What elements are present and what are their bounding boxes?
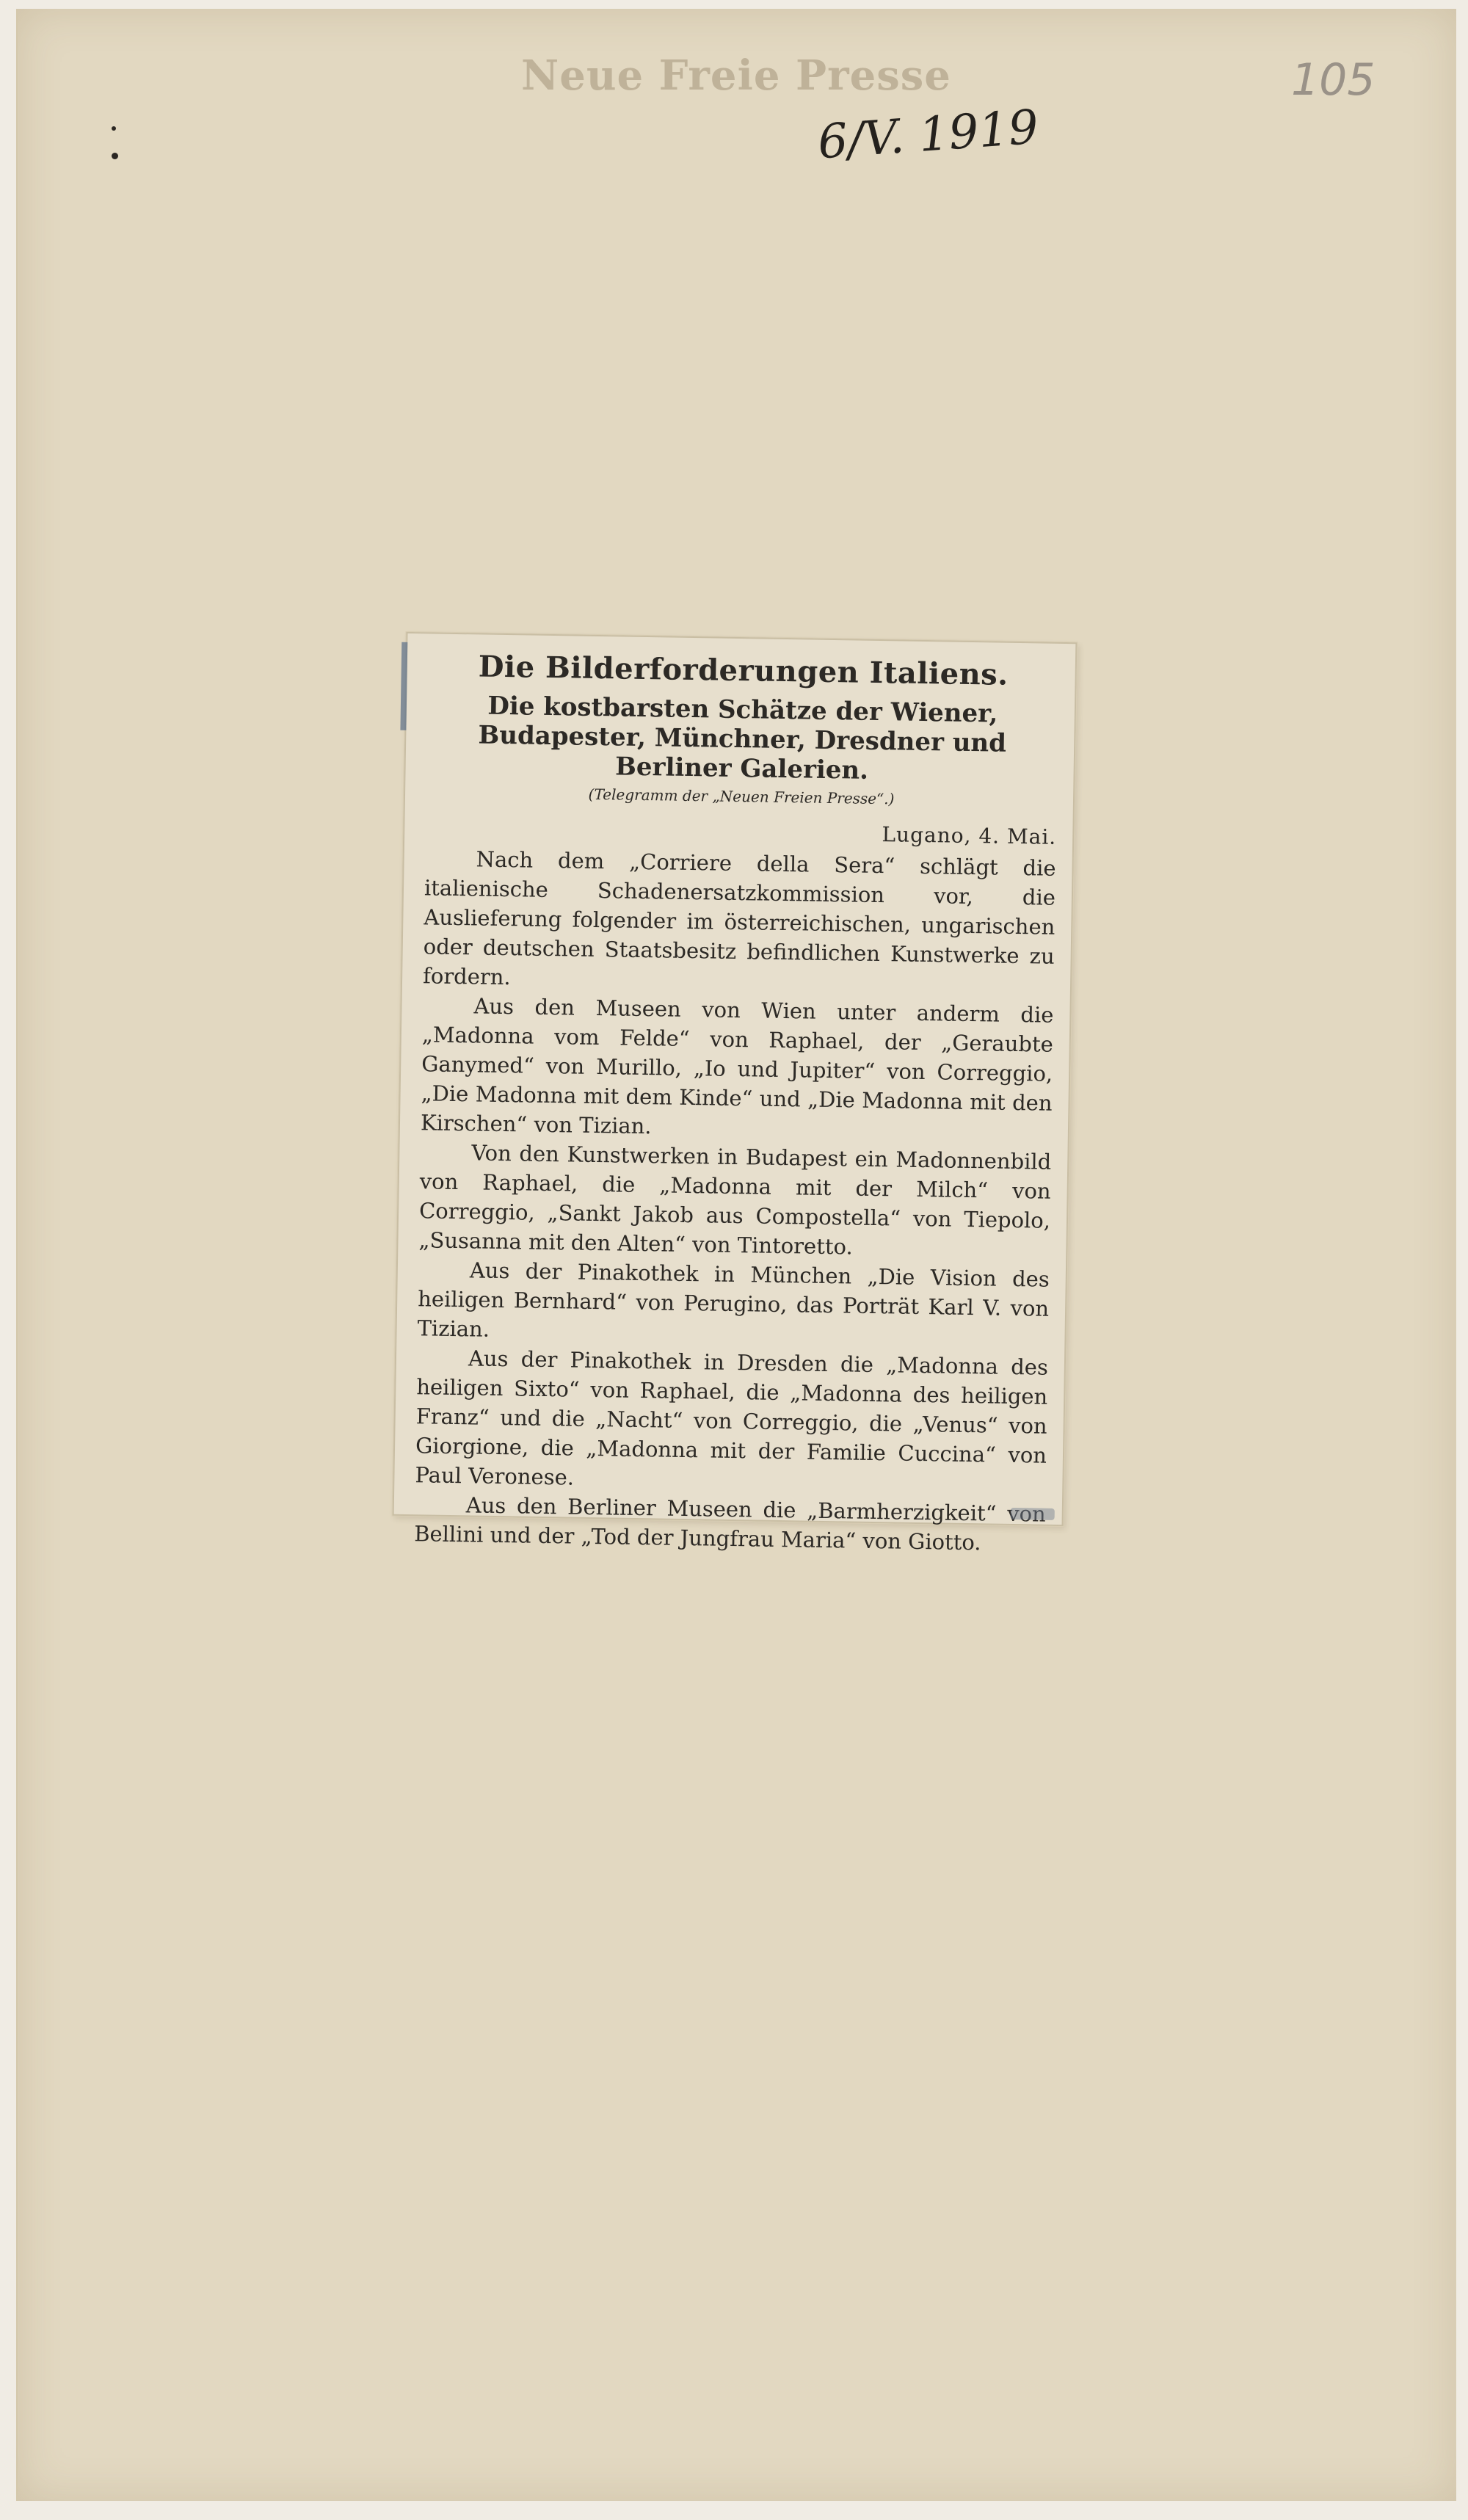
page-number: 105 bbox=[1291, 54, 1376, 106]
ink-smudge bbox=[1011, 1508, 1055, 1520]
article-dateline: Lugano, 4. Mai. bbox=[882, 822, 1057, 849]
ink-dot bbox=[112, 153, 118, 159]
ink-mark bbox=[400, 642, 407, 730]
article-paragraph: Aus den Museen von Wien unter anderm die „Madonna vom Felde“ von Raphael, der „Geraubte Ganymed“ von Murillo, „Io und Jupiter“ von Correggio, „Die Madonna mit dem Kinde“ und „Die Madonna mit den Kirschen“ von Tizian. bbox=[420, 993, 1054, 1139]
article-paragraph: Nach dem „Corriere della Sera“ schlägt die italienische Schadenersatzkommission vor, die Auslieferung folgender im österreichischen, ungarischen oder deutschen Staatsbesitz befindlichen Kunstwerke zu fordern. bbox=[422, 846, 1056, 990]
ink-dot bbox=[112, 126, 116, 131]
archive-sheet bbox=[16, 9, 1456, 2501]
newspaper-clipping bbox=[393, 632, 1078, 1555]
article-subtitle: Die kostbarsten Schätze der Wiener, Budapester, Münchner, Dresdner und Berliner Galerien. bbox=[478, 691, 1007, 785]
article-paragraph: Von den Kunstwerken in Budapest ein Madonnenbild von Raphael, die „Madonna mit der Milch“ von Correggio, „Sankt Jakob aus Compostella“ von Tiepolo, „Susanna mit den Alten“ von Tintoretto. bbox=[418, 1140, 1052, 1260]
article-paragraph: Aus der Pinakothek in Dresden die „Madonna des heiligen Sixto“ von Raphael, die „Madonna des heiligen Franz“ und die „Nacht“ von Correggio, die „Venus“ von Giorgione, die „Madonna mit der Familie Cuccina“ von Paul Veronese. bbox=[415, 1346, 1049, 1490]
article-paragraph: Aus der Pinakothek in München „Die Vision des heiligen Bernhard“ von Perugino, das Porträt Karl V. von Tizian. bbox=[417, 1257, 1050, 1342]
article-credit: (Telegramm der „Neuen Freien Presse“.) bbox=[588, 785, 895, 808]
handwritten-date: 6/V. 1919 bbox=[815, 100, 1041, 170]
newspaper-stamp: Neue Freie Presse bbox=[521, 51, 951, 100]
article-paragraph: Aus den Berliner Museen die „Barmherzigkeit“ von Bellini und der „Tod der Jungfrau Maria“ von Giotto. bbox=[413, 1492, 1047, 1555]
article-title: Die Bilderforderungen Italiens. bbox=[478, 649, 1009, 692]
